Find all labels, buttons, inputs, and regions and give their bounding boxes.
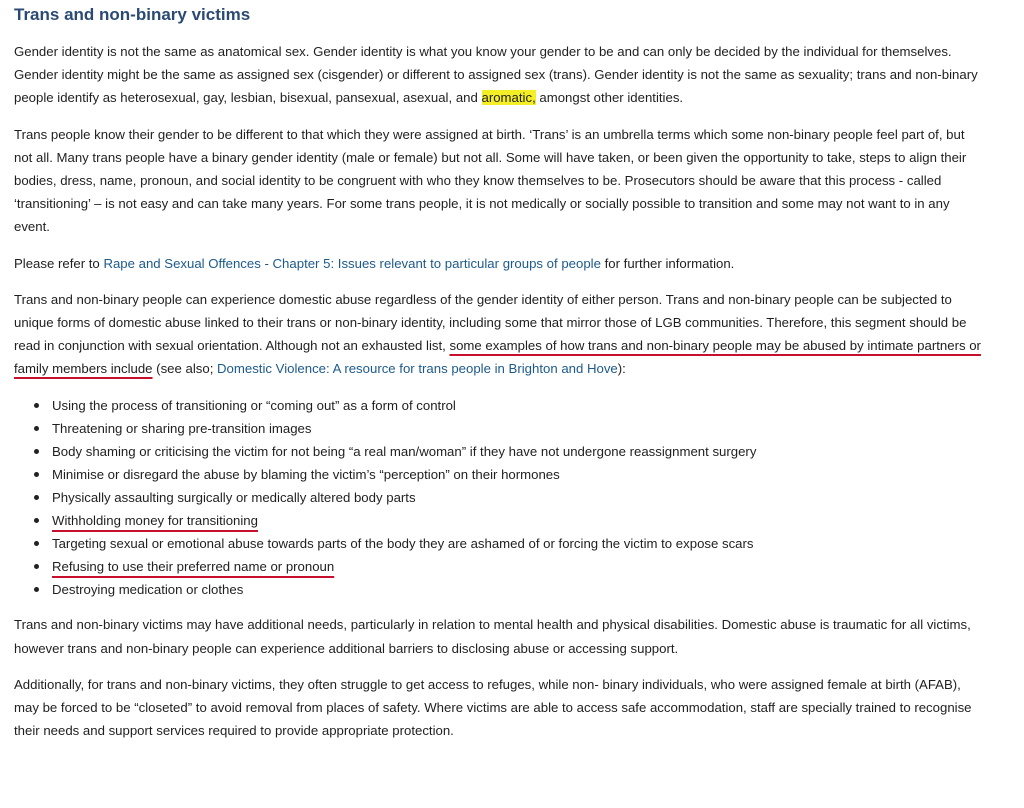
list-item-text: Physically assaulting surgically or medically altered body parts [52, 490, 416, 506]
paragraph-trans-definition: Trans people know their gender to be different to that which they were assigned at birth. ‘Trans’ is an umbrella terms which some non-binary people feel part of, but not all. Many trans people have a binary gender identity (male or female) but not all. Some will have taken, or been given the opportunity to take, steps to align their bodies, dress, name, pronoun, and social identity to be congruent with who they know themselves to be. Prosecutors should be aware that this process - called ‘transitioning’ – is not easy and can take many years. For some trans people, it is not medically or socially possible to transition and some may not want to in any event. [14, 126, 967, 235]
paragraph-text: (see also; [152, 361, 218, 377]
list-item [52, 555, 984, 578]
paragraph-domestic-abuse [14, 288, 984, 381]
list-item-text: Threatening or sharing pre-transition images [52, 420, 312, 436]
list-item-text: Minimise or disregard the abuse by blaming the victim’s “perception” on their hormones [52, 466, 560, 482]
annotated-underlined-text: some examples of how trans and non-binary people may be abused by intimate partners or family members include [14, 338, 981, 377]
list-item [52, 440, 984, 463]
paragraph-refuges: Additionally, for trans and non-binary victims, they often struggle to get access to refuges, while non- binary individuals, who were assigned female at birth (AFAB), may be forced to be “closeted” to avoid removal from places of safety. Where victims are able to access safe accommodation, staff are specially trained to recognise their needs and support services required to provide appropriate protection. [14, 676, 972, 739]
paragraph-refer [14, 252, 984, 275]
list-item-text: Using the process of transitioning or “coming out” as a form of control [52, 397, 456, 413]
list-item-text: Withholding money for transitioning [52, 513, 258, 529]
list-item [52, 509, 984, 532]
paragraph-text: amongst other identities. [535, 90, 684, 106]
list-item-text: Destroying medication or clothes [52, 582, 244, 598]
list-item-text: Body shaming or criticising the victim for not being “a real man/woman” if they have not undergone reassignment surgery [52, 443, 757, 459]
paragraph-additional-needs: Trans and non-binary victims may have additional needs, particularly in relation to mental health and physical disabilities. Domestic abuse is traumatic for all victims, however trans and non-binary people can experience additional barriers to disclosing abuse or accessing support. [14, 617, 971, 656]
paragraph-text: for further information. [600, 255, 735, 271]
paragraph-text: ): [617, 361, 626, 377]
list-item-text: Refusing to use their preferred name or pronoun [52, 559, 335, 575]
list-item [52, 394, 984, 417]
paragraph-text: Gender identity is not the same as anatomical sex. Gender identity is what you know your gender to be and can only be decided by the individual for themselves. Gender identity might be the same as assigned sex (cisgender) or different to assigned sex (trans). Gender identity is not the same as sexuality; trans and non-binary people identify as heterosexual, gay, lesbian, bisexual, pansexual, asexual, and [14, 44, 978, 106]
list-item [52, 486, 984, 509]
paragraph-text: Trans and non-binary people can experience domestic abuse regardless of the gender identity of either person. Trans and non-binary people can be subjected to unique forms of domestic abuse linked to their trans or non-binary identity, including some that mirror those of LGB communities. Therefore, this segment should be read in conjunction with sexual orientation. Although not an exhausted list, [14, 291, 967, 354]
list-item [52, 417, 984, 440]
list-item [52, 578, 984, 601]
section-heading: Trans and non-binary victims [14, 5, 251, 24]
link-rape-sexual-offences[interactable]: Rape and Sexual Offences - Chapter 5: Issues relevant to particular groups of people [103, 255, 601, 271]
list-item-text: Targeting sexual or emotional abuse towards parts of the body they are ashamed of or forcing the victim to expose scars [52, 536, 754, 552]
list-item [52, 532, 984, 555]
list-item [52, 463, 984, 486]
abuse-examples-list [14, 394, 984, 602]
highlighted-text: aromatic, [481, 90, 536, 106]
paragraph-gender-identity [14, 40, 984, 110]
link-domestic-violence-resource[interactable]: Domestic Violence: A resource for trans people in Brighton and Hove [217, 361, 618, 377]
paragraph-text: Please refer to [14, 255, 104, 271]
